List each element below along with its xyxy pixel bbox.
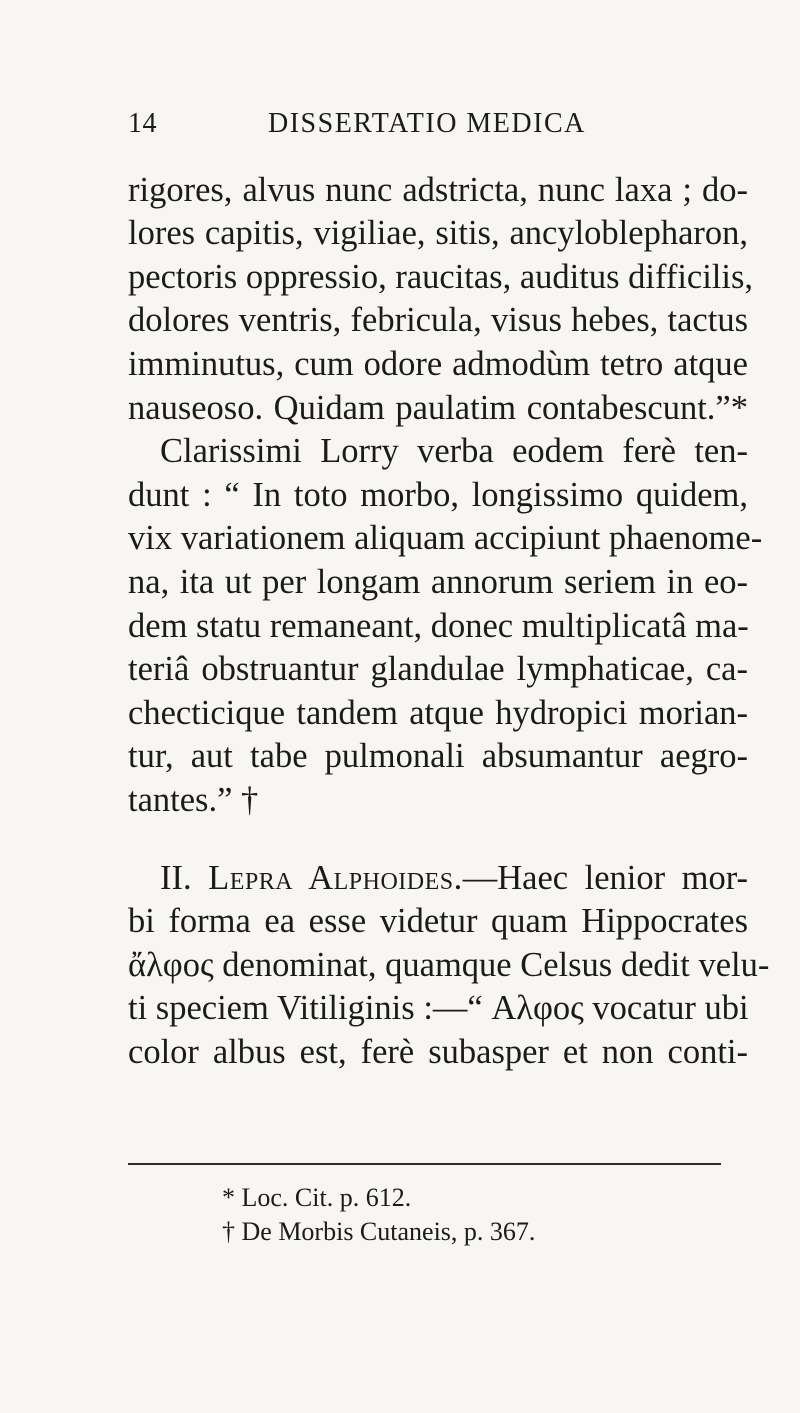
text-line: bi forma ea esse videtur quam Hippocrates	[128, 902, 748, 940]
section-heading-line	[160, 858, 748, 900]
footnote-mark: *	[222, 1183, 235, 1212]
text-line: vix variationem aliquam accipiunt phaenome-	[128, 519, 763, 557]
footnote	[222, 1183, 411, 1213]
footnote	[222, 1217, 535, 1247]
text-line: color albus est, ferè subasper et non conti-	[128, 1033, 748, 1071]
text-line: tantes.” †	[128, 781, 259, 819]
text-line: na, ita ut per longam annorum seriem in eo-	[128, 563, 748, 601]
text-line: lores capitis, vigiliae, sitis, ancyloblepharon,	[128, 214, 748, 252]
section-heading: Lepra Alphoides.	[208, 859, 463, 897]
text-line: rigores, alvus nunc adstricta, nunc laxa ; do-	[128, 171, 748, 209]
footnote-mark: †	[222, 1217, 235, 1246]
section-number: II.	[160, 859, 192, 897]
footnote-divider	[128, 1163, 721, 1165]
running-title: DISSERTATIO MEDICA	[268, 108, 586, 139]
text-line: checticique tandem atque hydropici morian-	[128, 694, 748, 732]
section-heading-rest: —Haec lenior mor-	[462, 859, 748, 897]
text-line: Clarissimi Lorry verba eodem ferè ten-	[160, 432, 748, 470]
footnote-text: De Morbis Cutaneis, p. 367.	[241, 1217, 536, 1246]
text-line: dunt : “ In toto morbo, longissimo quidem,	[128, 476, 748, 514]
text-line: teriâ obstruantur glandulae lymphaticae, ca-	[128, 650, 748, 688]
text-line: tur, aut tabe pulmonali absumantur aegro-	[128, 737, 748, 775]
text-line: dolores ventris, febricula, visus hebes, tactus	[128, 301, 748, 339]
footnote-text: Loc. Cit. p. 612.	[241, 1183, 412, 1212]
text-line: ti speciem Vitiliginis :—“ Αλφος vocatur ubi	[128, 989, 749, 1027]
text-line: imminutus, cum odore admodùm tetro atque	[128, 345, 748, 383]
page-number: 14	[128, 108, 157, 139]
text-line: nauseoso. Quidam paulatim contabescunt.”*	[128, 389, 748, 427]
text-line: dem statu remaneant, donec multiplicatâ ma-	[128, 607, 749, 645]
text-line: pectoris oppressio, raucitas, auditus difficilis,	[128, 258, 754, 296]
text-line: ἄλφος denominat, quamque Celsus dedit velu-	[128, 946, 770, 984]
running-head	[128, 108, 728, 144]
